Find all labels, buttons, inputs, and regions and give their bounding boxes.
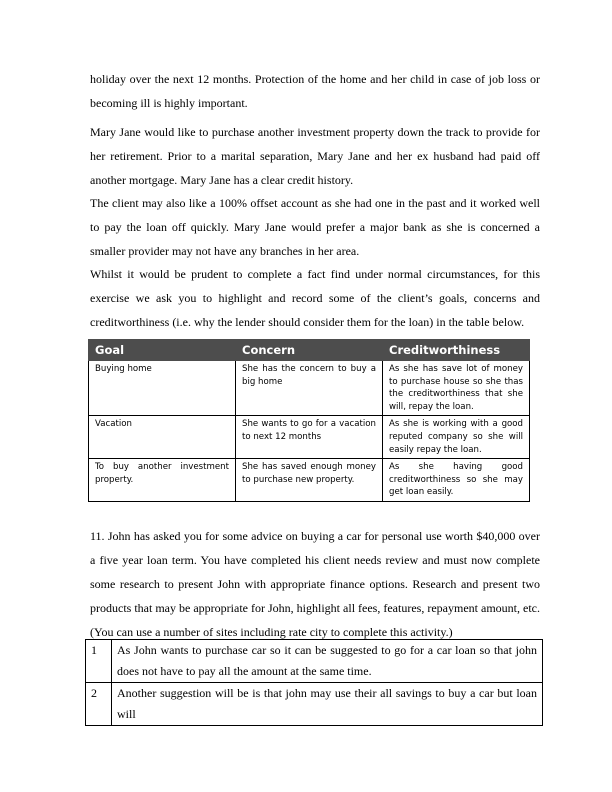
concern-cell: She has saved enough money to purchase new property. [236, 459, 383, 502]
concern-cell: She wants to go for a vacation to next 12 months [236, 416, 383, 459]
option-text: As John wants to purchase car so it can be suggested to go for a car loan so that john does not have to pay all the amount at the same time. [112, 640, 543, 683]
paragraph-investment-property: Mary Jane would like to purchase another investment property down the track to provide for her retirement. Prior to a marital separation, Mary Jane and her ex husband had paid off another mortgage. Mary Jane has a clear credit history. [90, 125, 540, 187]
header-creditworthiness: Creditworthiness [383, 340, 530, 361]
table-row [89, 459, 530, 502]
paragraph-offset-account: The client may also like a 100% offset account as she had one in the past and it worked well to pay the loan off quickly. Mary Jane would prefer a major bank as she is concerned a smaller provider may not have any branches in her area. [90, 196, 540, 258]
option-text: Another suggestion will be is that john may use their all savings to buy a car but loan will [112, 683, 543, 726]
table-row [86, 683, 543, 726]
goal-cell: To buy another investment property. [89, 459, 236, 502]
goal-cell: Vacation [89, 416, 236, 459]
goal-cell: Buying home [89, 361, 236, 416]
goals-table [88, 339, 530, 502]
options-table [85, 639, 543, 726]
creditworthiness-cell: As she having good creditworthiness so she may get loan easily. [383, 459, 530, 502]
table-row [89, 361, 530, 416]
header-goal: Goal [89, 340, 236, 361]
table-row [89, 416, 530, 459]
concern-cell: She has the concern to buy a big home [236, 361, 383, 416]
goals-table-header [89, 340, 530, 361]
question-11: 11. John has asked you for some advice on buying a car for personal use worth $40,000 over a five year loan term. You have completed his client needs review and must now complete some research to present John with appropriate finance options. Research and present two products that may be appropriate for John, highlight all fees, features, repayment amount, etc. (You can use a number of sites including rate city to complete this activity.) [90, 529, 540, 639]
header-concern: Concern [236, 340, 383, 361]
table-row [86, 640, 543, 683]
paragraph-fact-find: Whilst it would be prudent to complete a fact find under normal circumstances, for this exercise we ask you to highlight and record some of the client’s goals, concerns and creditworthiness (i.e. why the lender should consider them for the loan) in the table below. [90, 267, 540, 329]
option-number: 1 [86, 640, 112, 683]
paragraph-holiday: holiday over the next 12 months. Protection of the home and her child in case of job loss or becoming ill is highly important. [90, 72, 540, 110]
creditworthiness-cell: As she is working with a good reputed company so she will easily repay the loan. [383, 416, 530, 459]
creditworthiness-cell: As she has save lot of money to purchase house so she thas the creditworthiness that she will, repay the loan. [383, 361, 530, 416]
option-number: 2 [86, 683, 112, 726]
